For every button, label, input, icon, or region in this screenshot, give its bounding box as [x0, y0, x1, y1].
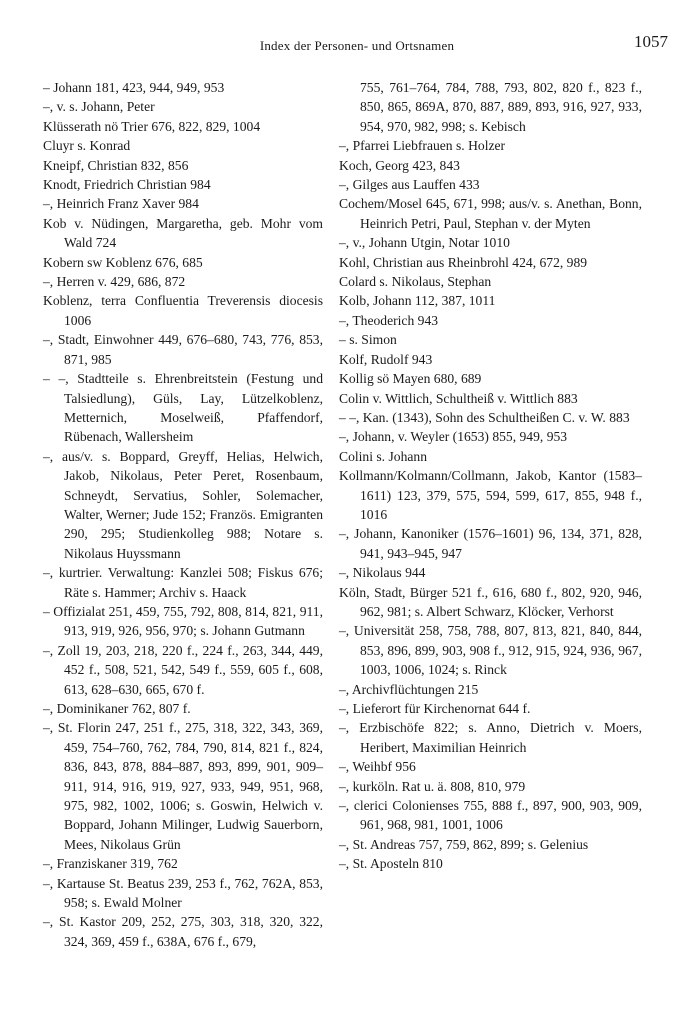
index-entry: –, Gilges aus Lauffen 433 — [339, 177, 480, 193]
index-entry: – s. Simon — [339, 332, 397, 348]
index-entry: –, Weihbf 956 — [339, 759, 416, 775]
index-entry: –, Nikolaus 944 — [339, 565, 426, 581]
index-entry: –, Johann, Kanoniker (1576–1601) 96, 134, 371, 828, 941, 943–945, 947 — [339, 526, 642, 561]
index-entry: –, Theoderich 943 — [339, 312, 439, 328]
index-entry: –, Zoll 19, 203, 218, 220 f., 224 f., 263, 344, 449, 452 f., 508, 521, 542, 549 f., 559, 605 f., 608, 613, 628–630, 665, 670 f. — [43, 642, 323, 697]
index-entry: Koblenz, terra Confluentia Treverensis diocesis 1006 — [43, 293, 323, 328]
index-entry: –, v., Johann Utgin, Notar 1010 — [339, 235, 510, 251]
index-entry: –, kurtrier. Verwaltung: Kanzlei 508; Fiskus 676; Räte s. Hammer; Archiv s. Haack — [43, 565, 323, 600]
index-entry: Colard s. Nikolaus, Stephan — [339, 274, 492, 290]
index-entry: – –, Stadtteile s. Ehrenbreitstein (Festung und Talsiedlung), Güls, Lay, Lützelkoblenz, Metternich, Moselweiß, Pfaffendorf, Rübenach, Wallersheim — [43, 371, 323, 445]
index-entry: Kneipf, Christian 832, 856 — [43, 157, 189, 173]
index-entry: Kollmann/Kolmann/Collmann, Jakob, Kantor (1583–1611) 123, 379, 575, 594, 599, 617, 855, 948 f., 1016 — [339, 468, 642, 522]
index-entry: Cochem/Mosel 645, 671, 998; aus/v. s. Anethan, Bonn, Heinrich Petri, Paul, Stephan v. der Myten — [339, 196, 642, 231]
index-entry: 755, 761–764, 784, 788, 793, 802, 820 f., 823 f., 850, 865, 869A, 870, 887, 889, 893, 916, 927, 933, 954, 970, 982, 998; s. Kebisch — [360, 80, 642, 134]
index-entry: – –, Kan. (1343), Sohn des Schultheißen C. v. W. 883 — [339, 409, 630, 425]
index-entry: –, St. Kastor 209, 252, 275, 303, 318, 320, 322, 324, 369, 459 f., 638A, 676 f., 679, — [43, 914, 323, 949]
index-entry: –, Stadt, Einwohner 449, 676–680, 743, 776, 853, 871, 985 — [43, 332, 323, 367]
index-entry: Kob v. Nüdingen, Margaretha, geb. Mohr vom Wald 724 — [43, 215, 323, 251]
index-entry: Knodt, Friedrich Christian 984 — [43, 177, 211, 193]
index-entry: Kolb, Johann 112, 387, 1011 — [339, 293, 496, 309]
index-entry: –, Universität 258, 758, 788, 807, 813, 821, 840, 844, 853, 896, 899, 903, 908 f., 912, 915, 924, 936, 967, 1003, 1006, 1024; s. Rinck — [339, 623, 642, 678]
index-entry: Colini s. Johann — [339, 448, 427, 464]
index-entry: –, aus/v. s. Boppard, Greyff, Helias, Helwich, Jakob, Nikolaus, Peter Peret, Rosenbaum, Schneydt, Servatius, Sohler, Solemacher, Walter, Werner; Jude 152; Französ. Emigranten 290, 295; Studienkolleg 988; Notare s. Nikolaus Huyssmann — [43, 448, 323, 561]
index-entry: Kohl, Christian aus Rheinbrohl 424, 672, 989 — [339, 254, 588, 270]
index-entry: –, Dominikaner 762, 807 f. — [43, 701, 191, 716]
index-entry: –, Erzbischöfe 822; s. Anno, Dietrich v. Moers, Heribert, Maximilian Heinrich — [339, 720, 642, 755]
index-column-right — [339, 78, 642, 874]
index-entry: –, Archivflüchtungen 215 — [339, 681, 479, 697]
index-entry: Kolf, Rudolf 943 — [339, 351, 433, 367]
index-entry: –, Pfarrei Liebfrauen s. Holzer — [339, 138, 506, 154]
running-title: Index der Personen- und Ortsnamen — [259, 38, 455, 53]
index-entry: –, Johann, v. Weyler (1653) 855, 949, 953 — [339, 429, 568, 445]
index-entry: –, Herren v. 429, 686, 872 — [43, 274, 186, 290]
index-entry: –, kurköln. Rat u. ä. 808, 810, 979 — [339, 778, 526, 794]
running-header — [44, 32, 670, 56]
index-entry: Kobern sw Koblenz 676, 685 — [43, 254, 203, 270]
index-entry: –, Heinrich Franz Xaver 984 — [43, 196, 199, 212]
index-entry: –, St. Andreas 757, 759, 862, 899; s. Gelenius — [339, 836, 589, 852]
index-column-left — [43, 78, 323, 951]
index-entry: Kollig sö Mayen 680, 689 — [339, 371, 482, 387]
index-entry: –, clerici Colonienses 755, 888 f., 897, 900, 903, 909, 961, 968, 981, 1001, 1006 — [339, 798, 642, 833]
index-entry: Cluyr s. Konrad — [43, 138, 131, 154]
index-entry: Köln, Stadt, Bürger 521 f., 616, 680 f., 802, 920, 946, 962, 981; s. Albert Schwarz, Klöcker, Verhorst — [339, 584, 642, 619]
index-entry: –, Lieferort für Kirchenornat 644 f. — [339, 701, 531, 716]
index-entry: –, Franziskaner 319, 762 — [43, 856, 178, 872]
index-entry: – Offizialat 251, 459, 755, 792, 808, 814, 821, 911, 913, 919, 926, 956, 970; s. Johann Gutmann — [43, 603, 323, 639]
index-entry: Colin v. Wittlich, Schultheiß v. Wittlich 883 — [339, 390, 578, 406]
index-entry: Klüsserath nö Trier 676, 822, 829, 1004 — [43, 118, 261, 134]
index-entry: – Johann 181, 423, 944, 949, 953 — [43, 80, 225, 95]
index-entry: –, St. Aposteln 810 — [339, 856, 443, 872]
index-entry: Koch, Georg 423, 843 — [339, 157, 460, 173]
page-number: 1057 — [634, 32, 668, 51]
index-entry: –, v. s. Johann, Peter — [43, 99, 155, 115]
index-entry: –, St. Florin 247, 251 f., 275, 318, 322, 343, 369, 459, 754–760, 762, 784, 790, 814, 821 f., 824, 836, 843, 878, 884–887, 893, 899, 901, 909–911, 914, 916, 919, 927, 933, 949, 951, 968, 975, 982, 1002, 1006; s. Goswin, Helwich v. Boppard, Johann Milinger, Ludwig Sauerborn, Mees, Nikolaus Grün — [43, 720, 323, 852]
index-entry: –, Kartause St. Beatus 239, 253 f., 762, 762A, 853, 958; s. Ewald Molner — [43, 875, 323, 911]
